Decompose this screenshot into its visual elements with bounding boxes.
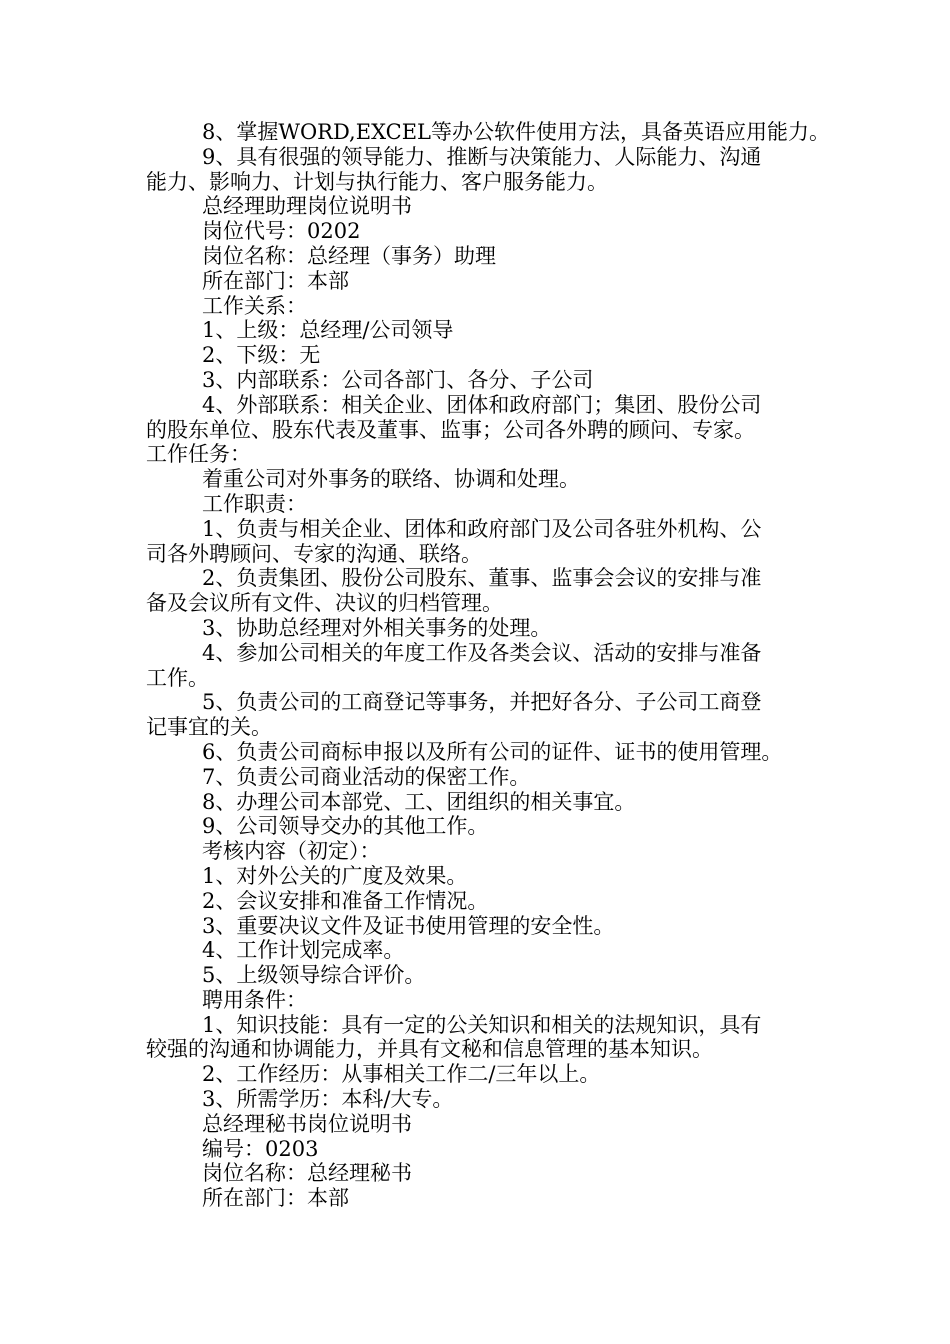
document-line: 9、公司领导交办的其他工作。 — [202, 814, 489, 839]
document-line: 总经理秘书岗位说明书 — [202, 1111, 412, 1136]
document-line: 8、办理公司本部党、工、团组织的相关事宜。 — [202, 789, 636, 814]
document-line: 备及会议所有文件、决议的归档管理。 — [146, 591, 503, 616]
document-line: 2、下级：无 — [202, 343, 321, 368]
document-line: 聘用条件： — [202, 987, 307, 1012]
document-line: 所在部门：本部 — [202, 1186, 349, 1211]
document-line: 1、知识技能：具有一定的公关知识和相关的法规知识，具有 — [202, 1012, 762, 1037]
document-line: 工作任务： — [146, 442, 251, 467]
document-line: 考核内容（初定）： — [202, 839, 381, 864]
document-line: 能力、影响力、计划与执行能力、客户服务能力。 — [146, 169, 608, 194]
document-line: 工作。 — [146, 665, 209, 690]
document-line: 3、重要决议文件及证书使用管理的安全性。 — [202, 913, 615, 938]
document-line: 岗位名称：总经理秘书 — [202, 1161, 412, 1186]
document-line: 编号：0203 — [202, 1136, 319, 1161]
document-line: 岗位名称：总经理（事务）助理 — [202, 243, 496, 268]
document-line: 的股东单位、股东代表及董事、监事；公司各外聘的顾问、专家。 — [146, 417, 755, 442]
document-line: 4、参加公司相关的年度工作及各类会议、活动的安排与准备 — [202, 640, 762, 665]
document-line: 所在部门：本部 — [202, 268, 349, 293]
document-line: 较强的沟通和协调能力，并具有文秘和信息管理的基本知识。 — [146, 1037, 713, 1062]
document-line: 4、外部联系：相关企业、团体和政府部门；集团、股份公司 — [202, 392, 762, 417]
document-line: 6、负责公司商标申报以及所有公司的证件、证书的使用管理。 — [202, 739, 783, 764]
document-line: 工作关系： — [202, 293, 307, 318]
document-line: 9、具有很强的领导能力、推断与决策能力、人际能力、沟通 — [202, 144, 762, 169]
document-body — [146, 120, 830, 1211]
document-line: 2、会议安排和准备工作情况。 — [202, 888, 489, 913]
document-line: 5、上级领导综合评价。 — [202, 963, 426, 988]
document-line: 3、所需学历：本科/大专。 — [202, 1087, 454, 1112]
document-line: 总经理助理岗位说明书 — [202, 194, 412, 219]
document-line: 岗位代号：0202 — [202, 219, 361, 244]
document-line: 7、负责公司商业活动的保密工作。 — [202, 764, 531, 789]
document-line: 8、掌握WORD,EXCEL等办公软件使用方法，具备英语应用能力。 — [202, 120, 830, 144]
document-line: 5、负责公司的工商登记等事务，并把好各分、子公司工商登 — [202, 690, 762, 715]
document-line: 2、工作经历：从事相关工作二/三年以上。 — [202, 1062, 601, 1087]
document-line: 4、工作计划完成率。 — [202, 938, 405, 963]
document-line: 工作职责： — [202, 491, 307, 516]
document-line: 3、协助总经理对外相关事务的处理。 — [202, 615, 552, 640]
document-line: 记事宜的关。 — [146, 715, 272, 740]
document-line: 2、负责集团、股份公司股东、董事、监事会会议的安排与准 — [202, 566, 762, 591]
document-line: 1、负责与相关企业、团体和政府部门及公司各驻外机构、公 — [202, 516, 762, 541]
document-line: 司各外聘顾问、专家的沟通、联络。 — [146, 541, 482, 566]
document-line: 着重公司对外事务的联络、协调和处理。 — [202, 467, 580, 492]
document-line: 1、上级：总经理/公司领导 — [202, 318, 454, 343]
document-line: 1、对外公关的广度及效果。 — [202, 863, 468, 888]
document-line: 3、内部联系：公司各部门、各分、子公司 — [202, 367, 594, 392]
